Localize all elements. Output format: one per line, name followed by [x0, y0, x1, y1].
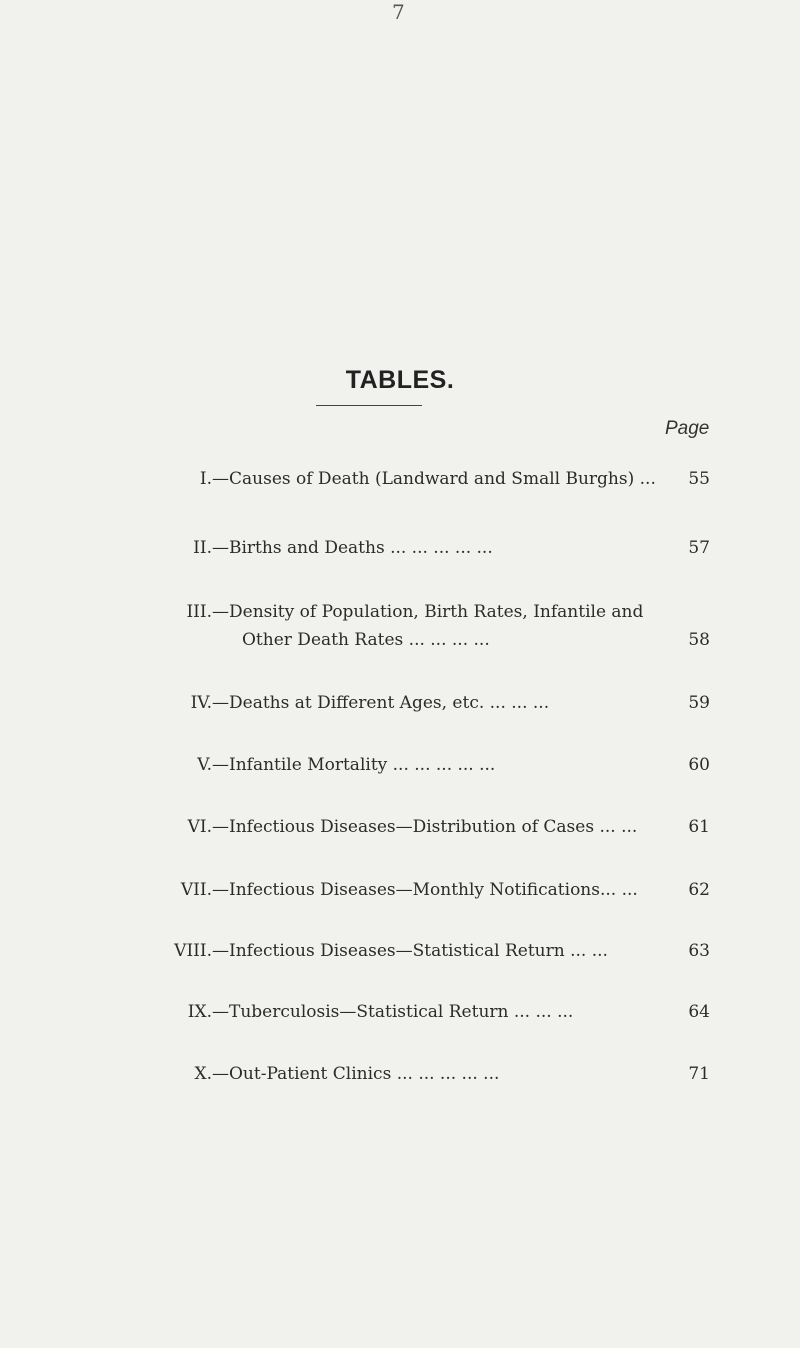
entry-page: 71: [688, 1064, 710, 1084]
title-rule: [316, 405, 422, 406]
entry-page: 59: [688, 693, 710, 713]
entry-page: 62: [688, 880, 710, 900]
entry-page: 58: [688, 630, 710, 650]
entry-page: 55: [688, 469, 710, 489]
toc-entry: [0, 1059, 800, 1089]
toc-entry: [0, 533, 800, 563]
entry-title: —Infectious Diseases—Distribution of Cases ... ...: [212, 817, 638, 837]
entry-numeral: IX.: [187, 1002, 212, 1022]
entry-title: —Deaths at Different Ages, etc. ... ... ...: [212, 693, 550, 713]
page-column-label: Page: [665, 418, 710, 439]
entry-title: —Births and Deaths ... ... ... ... ...: [212, 538, 493, 558]
entry-numeral: II.: [193, 538, 212, 558]
entry-page: 63: [688, 941, 710, 961]
entry-numeral: X.: [194, 1064, 212, 1084]
entry-title: —Infectious Diseases—Statistical Return ... ...: [212, 941, 608, 961]
toc-entry: [0, 750, 800, 780]
entry-page: 60: [688, 755, 710, 775]
toc-entry: [0, 875, 800, 905]
entry-numeral: VI.: [187, 817, 212, 837]
entry-numeral: IV.: [190, 693, 212, 713]
entry-page: 64: [688, 1002, 710, 1022]
page-title: TABLES.: [345, 366, 455, 394]
entry-title-continued: Other Death Rates ... ... ... ...: [242, 630, 490, 650]
toc-entry: [0, 688, 800, 718]
entry-title: —Infectious Diseases—Monthly Notifications... ...: [212, 880, 638, 900]
entry-numeral: VIII.: [174, 941, 212, 961]
entry-title: —Tuberculosis—Statistical Return ... ... ...: [212, 1002, 574, 1022]
toc-entry: [0, 997, 800, 1027]
entry-page: 61: [688, 817, 710, 837]
entry-numeral: VII.: [180, 880, 212, 900]
toc-entry: [0, 464, 800, 494]
entry-numeral: V.: [197, 755, 212, 775]
entry-title: —Out-Patient Clinics ... ... ... ... ...: [212, 1064, 500, 1084]
entry-title: —Density of Population, Birth Rates, Infantile and: [212, 602, 644, 622]
page-folio: 7: [392, 0, 405, 24]
entry-title: —Infantile Mortality ... ... ... ... ...: [212, 755, 496, 775]
entry-page: 57: [688, 538, 710, 558]
entry-numeral: III.: [186, 602, 212, 622]
toc-entry: [0, 812, 800, 842]
entry-numeral: I.: [199, 469, 212, 489]
entry-title: —Causes of Death (Landward and Small Burghs) ...: [212, 469, 656, 489]
toc-entry: [0, 936, 800, 966]
toc-entry: [0, 597, 800, 657]
